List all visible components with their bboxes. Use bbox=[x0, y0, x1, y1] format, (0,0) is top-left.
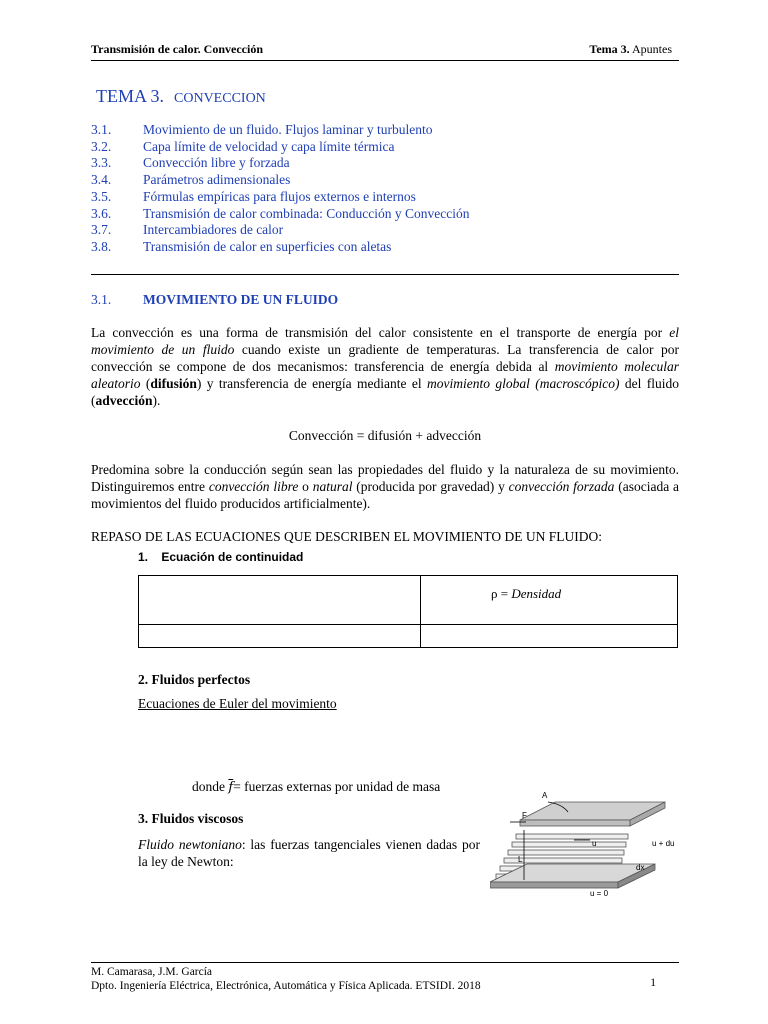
text-run-italic: movimiento molecular aleatorio bbox=[91, 359, 679, 391]
toc-rule bbox=[91, 274, 679, 275]
toc-item bbox=[91, 155, 679, 172]
newtonian-text bbox=[138, 836, 480, 870]
plate-stack bbox=[490, 802, 665, 888]
text-run: o bbox=[298, 479, 313, 494]
continuity-heading bbox=[138, 550, 303, 564]
viscous-fluids-heading: 3. Fluidos viscosos bbox=[138, 811, 244, 826]
text-run-italic: el movimiento de un fluido bbox=[91, 325, 679, 357]
density-label: Densidad bbox=[511, 586, 562, 601]
euler-subtitle: Ecuaciones de Euler del movimiento bbox=[138, 696, 337, 711]
toc-num: 3.6. bbox=[91, 205, 112, 221]
tema-label: TEMA 3. bbox=[96, 86, 165, 106]
table-cell bbox=[139, 625, 421, 648]
text-run-italic: Fluido newtoniano bbox=[138, 837, 242, 852]
toc-item bbox=[91, 139, 679, 156]
toc-item bbox=[91, 239, 679, 256]
footer-department: Dpto. Ingeniería Eléctrica, Electrónica, Automática y Física Aplicada. ETSIDI. 2018 bbox=[91, 980, 481, 992]
label-f: F bbox=[522, 811, 527, 820]
label-u0: u = 0 bbox=[590, 889, 609, 898]
toc-text: Parámetros adimensionales bbox=[143, 172, 291, 188]
toc-item bbox=[91, 122, 679, 139]
header-topic-rest: Apuntes bbox=[629, 42, 672, 56]
text-run: La convección es una forma de transmisión del calor consistente en el transporte de energía por bbox=[91, 325, 670, 340]
continuity-table bbox=[138, 575, 678, 648]
repaso-heading: REPASO DE LAS ECUACIONES QUE DESCRIBEN EL MOVIMIENTO DE UN FLUIDO: bbox=[91, 529, 603, 544]
section-title: MOVIMIENTO DE UN FLUIDO bbox=[143, 292, 339, 307]
text-run-bold: advección bbox=[95, 393, 153, 408]
text-run-bold: difusión bbox=[150, 376, 197, 391]
section-num: 3.1. bbox=[91, 292, 112, 307]
laminar-plates-figure bbox=[490, 790, 680, 900]
table-cell bbox=[421, 625, 678, 648]
page-title bbox=[96, 86, 266, 107]
text-run: Predomina sobre la conducción según sean las propiedades del fluido y la naturaleza de su movimiento. Distinguiremos entre bbox=[91, 462, 679, 494]
toc-text: Capa límite de velocidad y capa límite térmica bbox=[143, 138, 395, 154]
toc-item bbox=[91, 189, 679, 206]
text-run: ( bbox=[140, 376, 151, 391]
text-run-italic: natural bbox=[312, 479, 353, 494]
equation-convection: Convección = difusión + advección bbox=[288, 428, 482, 443]
section-heading bbox=[91, 292, 338, 308]
label-a: A bbox=[542, 791, 548, 800]
toc-num: 3.1. bbox=[91, 122, 112, 137]
list-num: 1. bbox=[138, 550, 149, 564]
paragraph-types bbox=[91, 461, 679, 512]
perfect-fluids-heading: 2. Fluidos perfectos bbox=[138, 672, 251, 687]
text-run: donde bbox=[192, 779, 229, 794]
label-u: u bbox=[592, 839, 597, 848]
toc-text: Transmisión de calor en superficies con aletas bbox=[143, 238, 392, 254]
density-def bbox=[477, 586, 669, 602]
text-run-italic: convección forzada bbox=[508, 479, 615, 494]
text-run: : las fuerzas tangenciales vienen dadas por la ley de Newton: bbox=[138, 837, 481, 869]
label-u-du: u + du bbox=[652, 839, 675, 848]
toc-num: 3.3. bbox=[91, 155, 112, 171]
text-run: (asociada a movimientos del fluido producidos artificialmente). bbox=[91, 479, 679, 511]
header-title: Transmisión de calor. Convección bbox=[91, 42, 264, 56]
toc-num: 3.8. bbox=[91, 238, 112, 254]
label-l: L bbox=[518, 855, 523, 864]
footer-rule bbox=[91, 962, 679, 963]
text-run: del fluido ( bbox=[91, 376, 679, 408]
rho-symbol: ρ = bbox=[491, 586, 512, 601]
toc-text: Movimiento de un fluido. Flujos laminar y turbulento bbox=[143, 122, 433, 137]
table-cell bbox=[421, 576, 678, 625]
tema-title: CONVECCION bbox=[174, 91, 266, 106]
donde-line bbox=[192, 779, 440, 795]
text-run: = fuerzas externas por unidad de masa bbox=[233, 779, 441, 794]
toc-text: Convección libre y forzada bbox=[143, 155, 290, 171]
list-title: Ecuación de continuidad bbox=[161, 550, 304, 564]
toc-item bbox=[91, 206, 679, 223]
toc-item bbox=[91, 172, 679, 189]
text-run: ) y transferencia de energía mediante el bbox=[196, 376, 427, 391]
header-topic-bold: Tema 3. bbox=[589, 42, 630, 56]
text-run-italic: movimiento global (macroscópico) bbox=[427, 376, 620, 391]
label-dx: dx bbox=[636, 863, 645, 872]
toc-text: Intercambiadores de calor bbox=[143, 222, 284, 238]
toc-num: 3.2. bbox=[91, 138, 112, 154]
text-run: (producida por gravedad) y bbox=[352, 479, 509, 494]
text-run: ). bbox=[152, 393, 161, 408]
toc-item bbox=[91, 222, 679, 239]
toc-num: 3.5. bbox=[91, 188, 112, 204]
text-run: cuando existe un gradiente de temperaturas. La transferencia de calor por convección se compone de dos mecanismos: transferencia de energía debida al bbox=[91, 342, 679, 374]
toc-num: 3.4. bbox=[91, 172, 112, 188]
header-rule bbox=[91, 60, 679, 61]
table-of-contents bbox=[91, 122, 679, 256]
toc-text: Transmisión de calor combinada: Conducción y Convección bbox=[143, 205, 470, 221]
paragraph-intro bbox=[91, 324, 679, 409]
footer-authors: M. Camarasa, J.M. García bbox=[91, 966, 213, 978]
f-vector: $\overline{f}$ bbox=[228, 780, 234, 795]
text-run-italic: convección libre bbox=[208, 479, 299, 494]
table-cell bbox=[139, 576, 421, 625]
toc-num: 3.7. bbox=[91, 222, 112, 238]
page-number: 1 bbox=[650, 977, 656, 989]
toc-text: Fórmulas empíricas para flujos externos e internos bbox=[143, 188, 416, 204]
header-topic bbox=[589, 42, 672, 57]
